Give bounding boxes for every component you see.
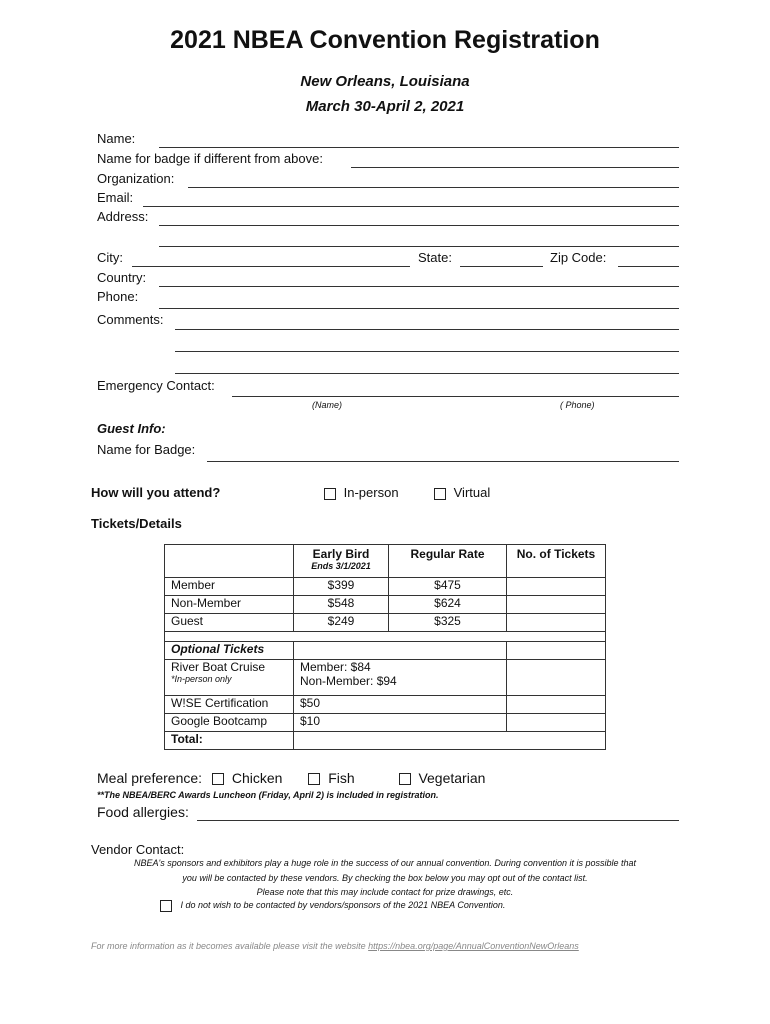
inperson-label: In-person bbox=[343, 485, 399, 500]
fish-checkbox[interactable] bbox=[308, 773, 320, 785]
location: New Orleans, Louisiana bbox=[300, 73, 470, 90]
row-label: Non-Member bbox=[165, 596, 294, 614]
vendor-optout-label: I do not wish to be contacted by vendors/sponsors of the 2021 NBEA Convention. bbox=[180, 900, 506, 911]
email-label: Email: bbox=[97, 190, 134, 205]
total-value[interactable] bbox=[294, 732, 606, 750]
zip-field[interactable] bbox=[618, 266, 679, 267]
vendor-line-3: Please note that this may include contact for prize drawings, etc. bbox=[256, 887, 514, 897]
table-row bbox=[165, 732, 606, 750]
attend-inperson[interactable] bbox=[324, 485, 399, 500]
footer-link[interactable]: https://nbea.org/page/AnnualConventionNewOrleans bbox=[368, 941, 579, 951]
row-label: Member bbox=[165, 578, 294, 596]
river-label: River Boat Cruise bbox=[171, 660, 266, 674]
badge-name-label: Name for badge if different from above: bbox=[97, 151, 323, 166]
emergency-contact-field[interactable] bbox=[232, 396, 679, 397]
google-label: Google Bootcamp bbox=[165, 714, 294, 732]
table-row bbox=[165, 696, 606, 714]
wise-count-input[interactable] bbox=[507, 696, 606, 714]
total-label: Total: bbox=[165, 732, 294, 750]
zip-label: Zip Code: bbox=[550, 250, 607, 265]
google-count-input[interactable] bbox=[507, 714, 606, 732]
emergency-phone-hint: ( Phone) bbox=[560, 400, 595, 410]
row-regular: $624 bbox=[389, 596, 507, 614]
inperson-checkbox[interactable] bbox=[324, 488, 336, 500]
row-count-input[interactable] bbox=[507, 614, 606, 632]
dates: March 30-April 2, 2021 bbox=[305, 98, 465, 115]
city-label: City: bbox=[97, 250, 123, 265]
river-note: *In-person only bbox=[171, 674, 232, 684]
row-count-input[interactable] bbox=[507, 596, 606, 614]
river-price-member: Member: $84 bbox=[300, 660, 371, 674]
meal-label: Meal preference: bbox=[97, 770, 203, 786]
google-price: $10 bbox=[294, 714, 507, 732]
table-row bbox=[165, 614, 606, 632]
row-early: $399 bbox=[294, 578, 389, 596]
river-count-input[interactable] bbox=[507, 660, 606, 696]
address-field-1[interactable] bbox=[159, 225, 679, 226]
chicken-checkbox[interactable] bbox=[212, 773, 224, 785]
address-field-2[interactable] bbox=[159, 246, 679, 247]
vendor-optout-checkbox[interactable] bbox=[160, 900, 172, 912]
organization-field[interactable] bbox=[188, 187, 679, 188]
name-field[interactable] bbox=[159, 147, 679, 148]
row-early: $548 bbox=[294, 596, 389, 614]
row-regular: $475 bbox=[389, 578, 507, 596]
name-label: Name: bbox=[97, 131, 136, 146]
guest-heading: Guest Info: bbox=[97, 421, 166, 436]
row-label: Guest bbox=[165, 614, 294, 632]
vendor-label: Vendor Contact: bbox=[91, 842, 185, 857]
emergency-name-hint: (Name) bbox=[312, 400, 343, 410]
comments-field-1[interactable] bbox=[175, 329, 679, 330]
vendor-line-1: NBEA's sponsors and exhibitors play a huge role in the success of our annual convention. During convention it is possible that bbox=[133, 858, 636, 868]
col-early-note: Ends 3/1/2021 bbox=[311, 561, 371, 571]
vendor-line-2: you will be contacted by these vendors. By checking the box below you may opt out of the contact list. bbox=[182, 873, 588, 883]
city-field[interactable] bbox=[132, 266, 410, 267]
col-regular: Regular Rate bbox=[410, 547, 485, 561]
footer bbox=[91, 941, 579, 951]
attend-virtual[interactable] bbox=[434, 485, 490, 500]
address-label: Address: bbox=[97, 209, 149, 224]
email-field[interactable] bbox=[143, 206, 679, 207]
allergies-label: Food allergies: bbox=[97, 804, 189, 820]
table-row bbox=[165, 596, 606, 614]
comments-label: Comments: bbox=[97, 312, 164, 327]
guest-badge-label: Name for Badge: bbox=[97, 442, 196, 457]
chicken-label: Chicken bbox=[231, 770, 283, 786]
phone-field[interactable] bbox=[159, 308, 679, 309]
vegetarian-label: Vegetarian bbox=[418, 770, 486, 786]
page-title: 2021 NBEA Convention Registration bbox=[170, 26, 600, 54]
comments-field-2[interactable] bbox=[175, 351, 679, 352]
vegetarian-checkbox[interactable] bbox=[399, 773, 411, 785]
table-row bbox=[165, 578, 606, 596]
virtual-label: Virtual bbox=[453, 485, 491, 500]
river-price-nonmember: Non-Member: $94 bbox=[300, 674, 397, 688]
row-regular: $325 bbox=[389, 614, 507, 632]
col-early-bird: Early Bird bbox=[312, 547, 370, 561]
meal-row bbox=[97, 770, 485, 786]
table-row bbox=[165, 714, 606, 732]
vendor-optout[interactable] bbox=[160, 900, 505, 912]
organization-label: Organization: bbox=[97, 171, 175, 186]
allergies-field[interactable] bbox=[197, 820, 679, 821]
phone-label: Phone: bbox=[97, 289, 139, 304]
wise-label: W!SE Certification bbox=[165, 696, 294, 714]
badge-name-field[interactable] bbox=[351, 167, 679, 168]
table-row bbox=[165, 660, 606, 696]
footer-text: For more information as it becomes available please visit the website bbox=[91, 941, 366, 951]
fish-label: Fish bbox=[328, 770, 355, 786]
col-count: No. of Tickets bbox=[516, 547, 596, 561]
tickets-table bbox=[164, 544, 606, 750]
country-field[interactable] bbox=[159, 286, 679, 287]
emergency-contact-label: Emergency Contact: bbox=[97, 378, 215, 393]
row-count-input[interactable] bbox=[507, 578, 606, 596]
guest-badge-field[interactable] bbox=[207, 461, 679, 462]
wise-price: $50 bbox=[294, 696, 507, 714]
row-early: $249 bbox=[294, 614, 389, 632]
meal-note: **The NBEA/BERC Awards Luncheon (Friday, April 2) is included in registration. bbox=[97, 790, 439, 800]
attend-question: How will you attend? bbox=[91, 485, 221, 500]
comments-field-3[interactable] bbox=[175, 373, 679, 374]
country-label: Country: bbox=[97, 270, 147, 285]
optional-heading: Optional Tickets bbox=[165, 642, 294, 660]
state-field[interactable] bbox=[460, 266, 543, 267]
tickets-heading: Tickets/Details bbox=[91, 516, 182, 531]
virtual-checkbox[interactable] bbox=[434, 488, 446, 500]
state-label: State: bbox=[418, 250, 452, 265]
